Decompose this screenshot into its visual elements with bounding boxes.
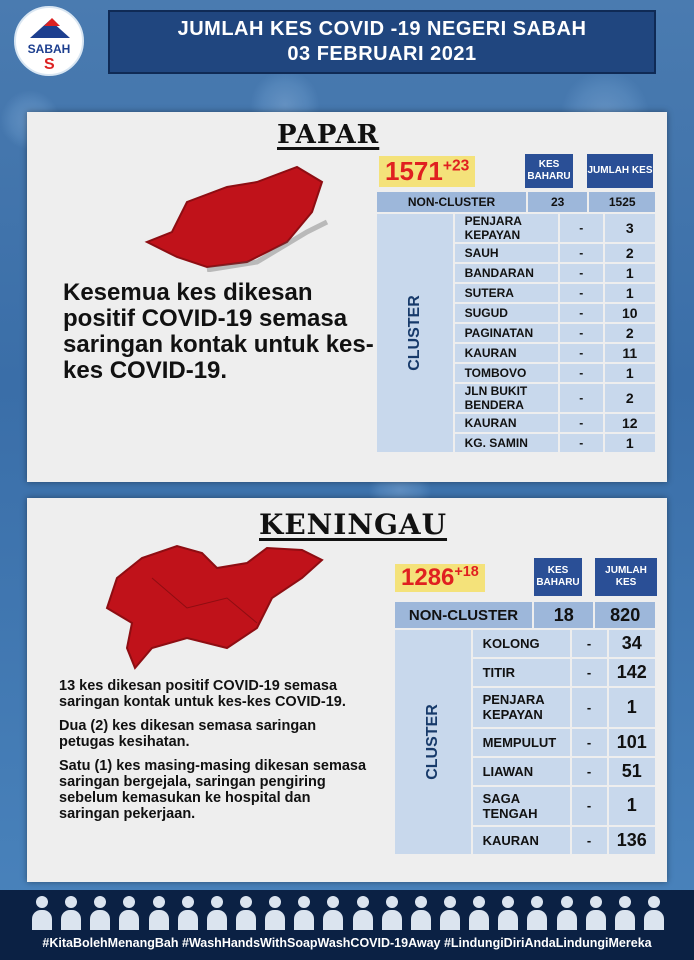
person-icon <box>351 894 375 930</box>
cluster-jumlah: 1 <box>604 283 656 303</box>
district-title: KENINGAU <box>259 508 448 541</box>
cluster-baharu: - <box>559 343 604 363</box>
papar-panel <box>27 112 667 482</box>
cluster-label-text: CLUSTER <box>423 704 441 780</box>
total-value: 1571 <box>385 156 443 186</box>
description-paragraph: Dua (2) kes dikesan semasa saringan petugas kesihatan. <box>59 718 317 750</box>
papar-cluster-table <box>375 212 657 454</box>
cluster-jumlah: 2 <box>604 243 656 263</box>
total-increase: +23 <box>442 157 470 175</box>
person-icon <box>234 894 258 930</box>
person-icon <box>176 894 200 930</box>
person-icon <box>584 894 608 930</box>
papar-total <box>379 156 475 187</box>
papar-description: Kesemua kes dikesan positif COVID-19 semasa saringan kontak untuk kes-kes COVID-19. <box>63 279 374 384</box>
cluster-baharu: - <box>571 629 608 658</box>
cluster-baharu: - <box>559 303 604 323</box>
total-increase: +18 <box>454 564 479 580</box>
non-cluster-jumlah: 820 <box>594 601 656 629</box>
person-icon <box>438 894 462 930</box>
person-icon <box>88 894 112 930</box>
cluster-name: KG. SAMIN <box>454 433 559 453</box>
cluster-name: KAURAN <box>454 343 559 363</box>
papar-table <box>375 190 657 214</box>
person-icon <box>292 894 316 930</box>
kes-baharu-header: KES BAHARU <box>525 154 573 188</box>
cluster-baharu: - <box>559 363 604 383</box>
cluster-baharu: - <box>559 383 604 413</box>
cluster-name: SAGA TENGAH <box>472 786 571 827</box>
cluster-row <box>376 213 656 243</box>
person-icon <box>380 894 404 930</box>
cluster-name: SUGUD <box>454 303 559 323</box>
cluster-baharu: - <box>571 826 608 855</box>
cluster-name: PENJARA KEPAYAN <box>454 213 559 243</box>
non-cluster-row <box>376 191 656 213</box>
person-icon <box>30 894 54 930</box>
logo-text: SABAH <box>27 42 71 56</box>
page-title: JUMLAH KES COVID -19 NEGERI SABAH <box>177 18 587 40</box>
cluster-baharu: - <box>559 433 604 453</box>
cluster-label-text: CLUSTER <box>405 295 423 371</box>
sabah-logo <box>14 6 84 76</box>
person-icon <box>59 894 83 930</box>
cluster-jumlah: 1 <box>604 433 656 453</box>
cluster-jumlah: 1 <box>604 363 656 383</box>
cluster-jumlah: 136 <box>608 826 657 855</box>
person-icon <box>321 894 345 930</box>
cluster-jumlah: 11 <box>604 343 656 363</box>
keningau-description <box>59 678 369 830</box>
cluster-baharu: - <box>559 283 604 303</box>
cluster-name: PAGINATAN <box>454 323 559 343</box>
jumlah-kes-header: JUMLAH KES <box>595 558 657 596</box>
non-cluster-baharu: 18 <box>533 601 594 629</box>
cluster-name: SUTERA <box>454 283 559 303</box>
person-icon <box>205 894 229 930</box>
keningau-panel <box>27 498 667 882</box>
person-icon <box>525 894 549 930</box>
cluster-name: TITIR <box>472 658 571 687</box>
person-icon <box>642 894 666 930</box>
non-cluster-baharu: 23 <box>527 191 588 213</box>
cluster-vertical-label <box>376 213 454 453</box>
keningau-cluster-table <box>393 628 657 856</box>
cluster-name: SAUH <box>454 243 559 263</box>
cluster-name: JLN BUKIT BENDERA <box>454 383 559 413</box>
cluster-name: KAURAN <box>454 413 559 433</box>
cluster-name: KAURAN <box>472 826 571 855</box>
cluster-baharu: - <box>559 213 604 243</box>
non-cluster-jumlah: 1525 <box>588 191 656 213</box>
cluster-baharu: - <box>571 728 608 757</box>
cluster-baharu: - <box>571 658 608 687</box>
title-banner <box>108 10 656 74</box>
cluster-jumlah: 12 <box>604 413 656 433</box>
people-illustration <box>30 894 666 934</box>
cluster-baharu: - <box>559 323 604 343</box>
cluster-jumlah: 1 <box>608 786 657 827</box>
cluster-baharu: - <box>571 687 608 728</box>
cluster-jumlah: 51 <box>608 757 657 786</box>
cluster-name: PENJARA KEPAYAN <box>472 687 571 728</box>
person-icon <box>467 894 491 930</box>
cluster-jumlah: 1 <box>604 263 656 283</box>
footer-hashtags: #KitaBolehMenangBah #WashHandsWithSoapWashCOVID-19Away #LindungiDiriAndaLindungiMereka <box>42 936 652 950</box>
cluster-name: LIAWAN <box>472 757 571 786</box>
cluster-baharu: - <box>571 786 608 827</box>
cluster-name: KOLONG <box>472 629 571 658</box>
non-cluster-label: NON-CLUSTER <box>394 601 533 629</box>
description-paragraph: Satu (1) kes masing-masing dikesan semasa saringan bergejala, saringan pengiring sebelum kemasukan ke hospital dan saringan pekerjaan. <box>59 758 367 822</box>
papar-map <box>137 162 337 272</box>
cluster-baharu: - <box>559 413 604 433</box>
person-icon <box>613 894 637 930</box>
kes-baharu-header: KES BAHARU <box>534 558 582 596</box>
cluster-jumlah: 2 <box>604 323 656 343</box>
footer-banner <box>0 890 694 960</box>
keningau-total <box>395 564 485 592</box>
description-paragraph: 13 kes dikesan positif COVID-19 semasa saringan kontak untuk kes-kes COVID-19. <box>59 678 346 710</box>
keningau-map <box>97 538 337 673</box>
mountain-peak-icon <box>44 18 60 26</box>
keningau-table <box>393 600 657 630</box>
person-icon <box>496 894 520 930</box>
cluster-jumlah: 101 <box>608 728 657 757</box>
person-icon <box>263 894 287 930</box>
cluster-name: TOMBOVO <box>454 363 559 383</box>
cluster-row <box>394 629 656 658</box>
cluster-baharu: - <box>559 263 604 283</box>
person-icon <box>147 894 171 930</box>
cluster-name: BANDARAN <box>454 263 559 283</box>
person-icon <box>409 894 433 930</box>
jumlah-kes-header: JUMLAH KES <box>587 154 653 188</box>
cluster-jumlah: 1 <box>608 687 657 728</box>
page-date: 03 FEBRUARI 2021 <box>287 43 477 65</box>
cluster-name: MEMPULUT <box>472 728 571 757</box>
cluster-jumlah: 2 <box>604 383 656 413</box>
total-value: 1286 <box>401 564 455 591</box>
person-icon <box>555 894 579 930</box>
person-icon <box>117 894 141 930</box>
cluster-jumlah: 3 <box>604 213 656 243</box>
cluster-jumlah: 34 <box>608 629 657 658</box>
non-cluster-label: NON-CLUSTER <box>376 191 527 213</box>
non-cluster-row <box>394 601 656 629</box>
cluster-jumlah: 142 <box>608 658 657 687</box>
cluster-baharu: - <box>559 243 604 263</box>
district-title: PAPAR <box>277 120 380 150</box>
logo-mark: S <box>44 56 55 73</box>
cluster-jumlah: 10 <box>604 303 656 323</box>
cluster-baharu: - <box>571 757 608 786</box>
cluster-vertical-label <box>394 629 472 855</box>
